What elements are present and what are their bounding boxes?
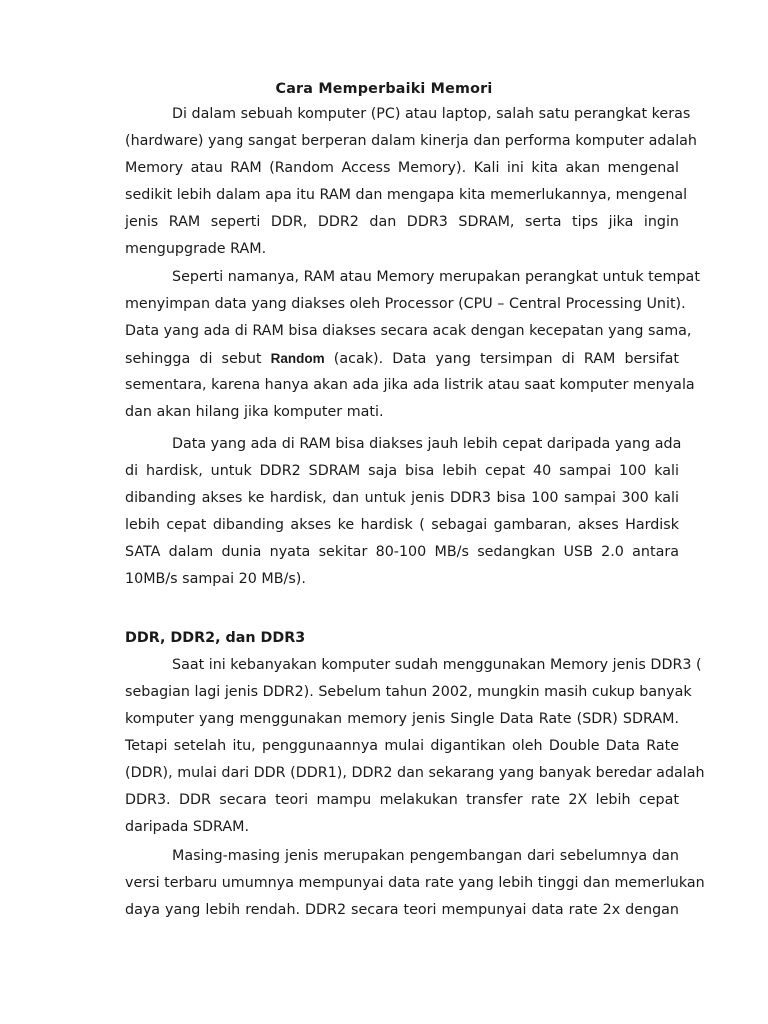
paragraph-4 (125, 652, 705, 841)
text-line: jenis RAM seperti DDR, DDR2 dan DDR3 SDRAM, serta tips jika ingin (125, 214, 679, 230)
text-line: Memory atau RAM (Random Access Memory). Kali ini kita akan mengenal (125, 160, 679, 176)
paragraph-1 (125, 101, 697, 263)
text-line: daripada SDRAM. (125, 819, 250, 835)
text-line: (DDR), mulai dari DDR (DDR1), DDR2 dan sekarang yang banyak beredar adalah (125, 765, 705, 781)
text-line: Masing-masing jenis merupakan pengembangan dari sebelumnya dan (172, 848, 679, 864)
text-line: lebih cepat dibanding akses ke hardisk ( sebagai gambaran, akses Hardisk (125, 517, 679, 533)
text-line: menyimpan data yang diakses oleh Processor (CPU – Central Processing Unit). (125, 296, 686, 312)
text-line: Saat ini kebanyakan komputer sudah menggunakan Memory jenis DDR3 ( (172, 657, 702, 673)
text-line: komputer yang menggunakan memory jenis Single Data Rate (SDR) SDRAM. (125, 711, 679, 727)
bold-term-random: Random (270, 351, 325, 366)
section-heading: DDR, DDR2, dan DDR3 (125, 630, 306, 646)
paragraph-5 (125, 843, 705, 924)
text-line: versi terbaru umumnya mempunyai data rate yang lebih tinggi dan memerlukan (125, 875, 705, 891)
text-line: Data yang ada di RAM bisa diakses secara acak dengan kecepatan yang sama, (125, 323, 692, 339)
text-line: (hardware) yang sangat berperan dalam kinerja dan performa komputer adalah (125, 133, 697, 149)
text-line: DDR3. DDR secara teori mampu melakukan transfer rate 2X lebih cepat (125, 792, 679, 808)
paragraph-2 (125, 264, 700, 426)
text-line: daya yang lebih rendah. DDR2 secara teori mempunyai data rate 2x dengan (125, 902, 679, 918)
text-line: SATA dalam dunia nyata sekitar 80-100 MB/s sedangkan USB 2.0 antara (125, 544, 679, 560)
text-line: dan akan hilang jika komputer mati. (125, 404, 384, 420)
text-line: mengupgrade RAM. (125, 241, 267, 257)
document-title: Cara Memperbaiki Memori (275, 81, 493, 97)
text-line: 10MB/s sampai 20 MB/s). (125, 571, 306, 587)
text-run: (acak). Data yang tersimpan di RAM bersifat (324, 351, 680, 367)
text-line: Tetapi setelah itu, penggunaannya mulai digantikan oleh Double Data Rate (125, 738, 679, 754)
text-line: dibanding akses ke hardisk, dan untuk jenis DDR3 bisa 100 sampai 300 kali (125, 490, 679, 506)
text-line: sebagian lagi jenis DDR2). Sebelum tahun 2002, mungkin masih cukup banyak (125, 684, 692, 700)
text-line-with-bold (125, 345, 679, 372)
paragraph-3 (125, 431, 682, 593)
text-line: sedikit lebih dalam apa itu RAM dan mengapa kita memerlukannya, mengenal (125, 187, 688, 203)
text-line: Seperti namanya, RAM atau Memory merupakan perangkat untuk tempat (172, 269, 700, 285)
text-line: Di dalam sebuah komputer (PC) atau laptop, salah satu perangkat keras (172, 106, 691, 122)
text-line: di hardisk, untuk DDR2 SDRAM saja bisa lebih cepat 40 sampai 100 kali (125, 463, 679, 479)
text-line: sementara, karena hanya akan ada jika ada listrik atau saat komputer menyala (125, 377, 695, 393)
text-run: sehingga di sebut (125, 351, 271, 367)
text-line: Data yang ada di RAM bisa diakses jauh lebih cepat daripada yang ada (172, 436, 682, 452)
